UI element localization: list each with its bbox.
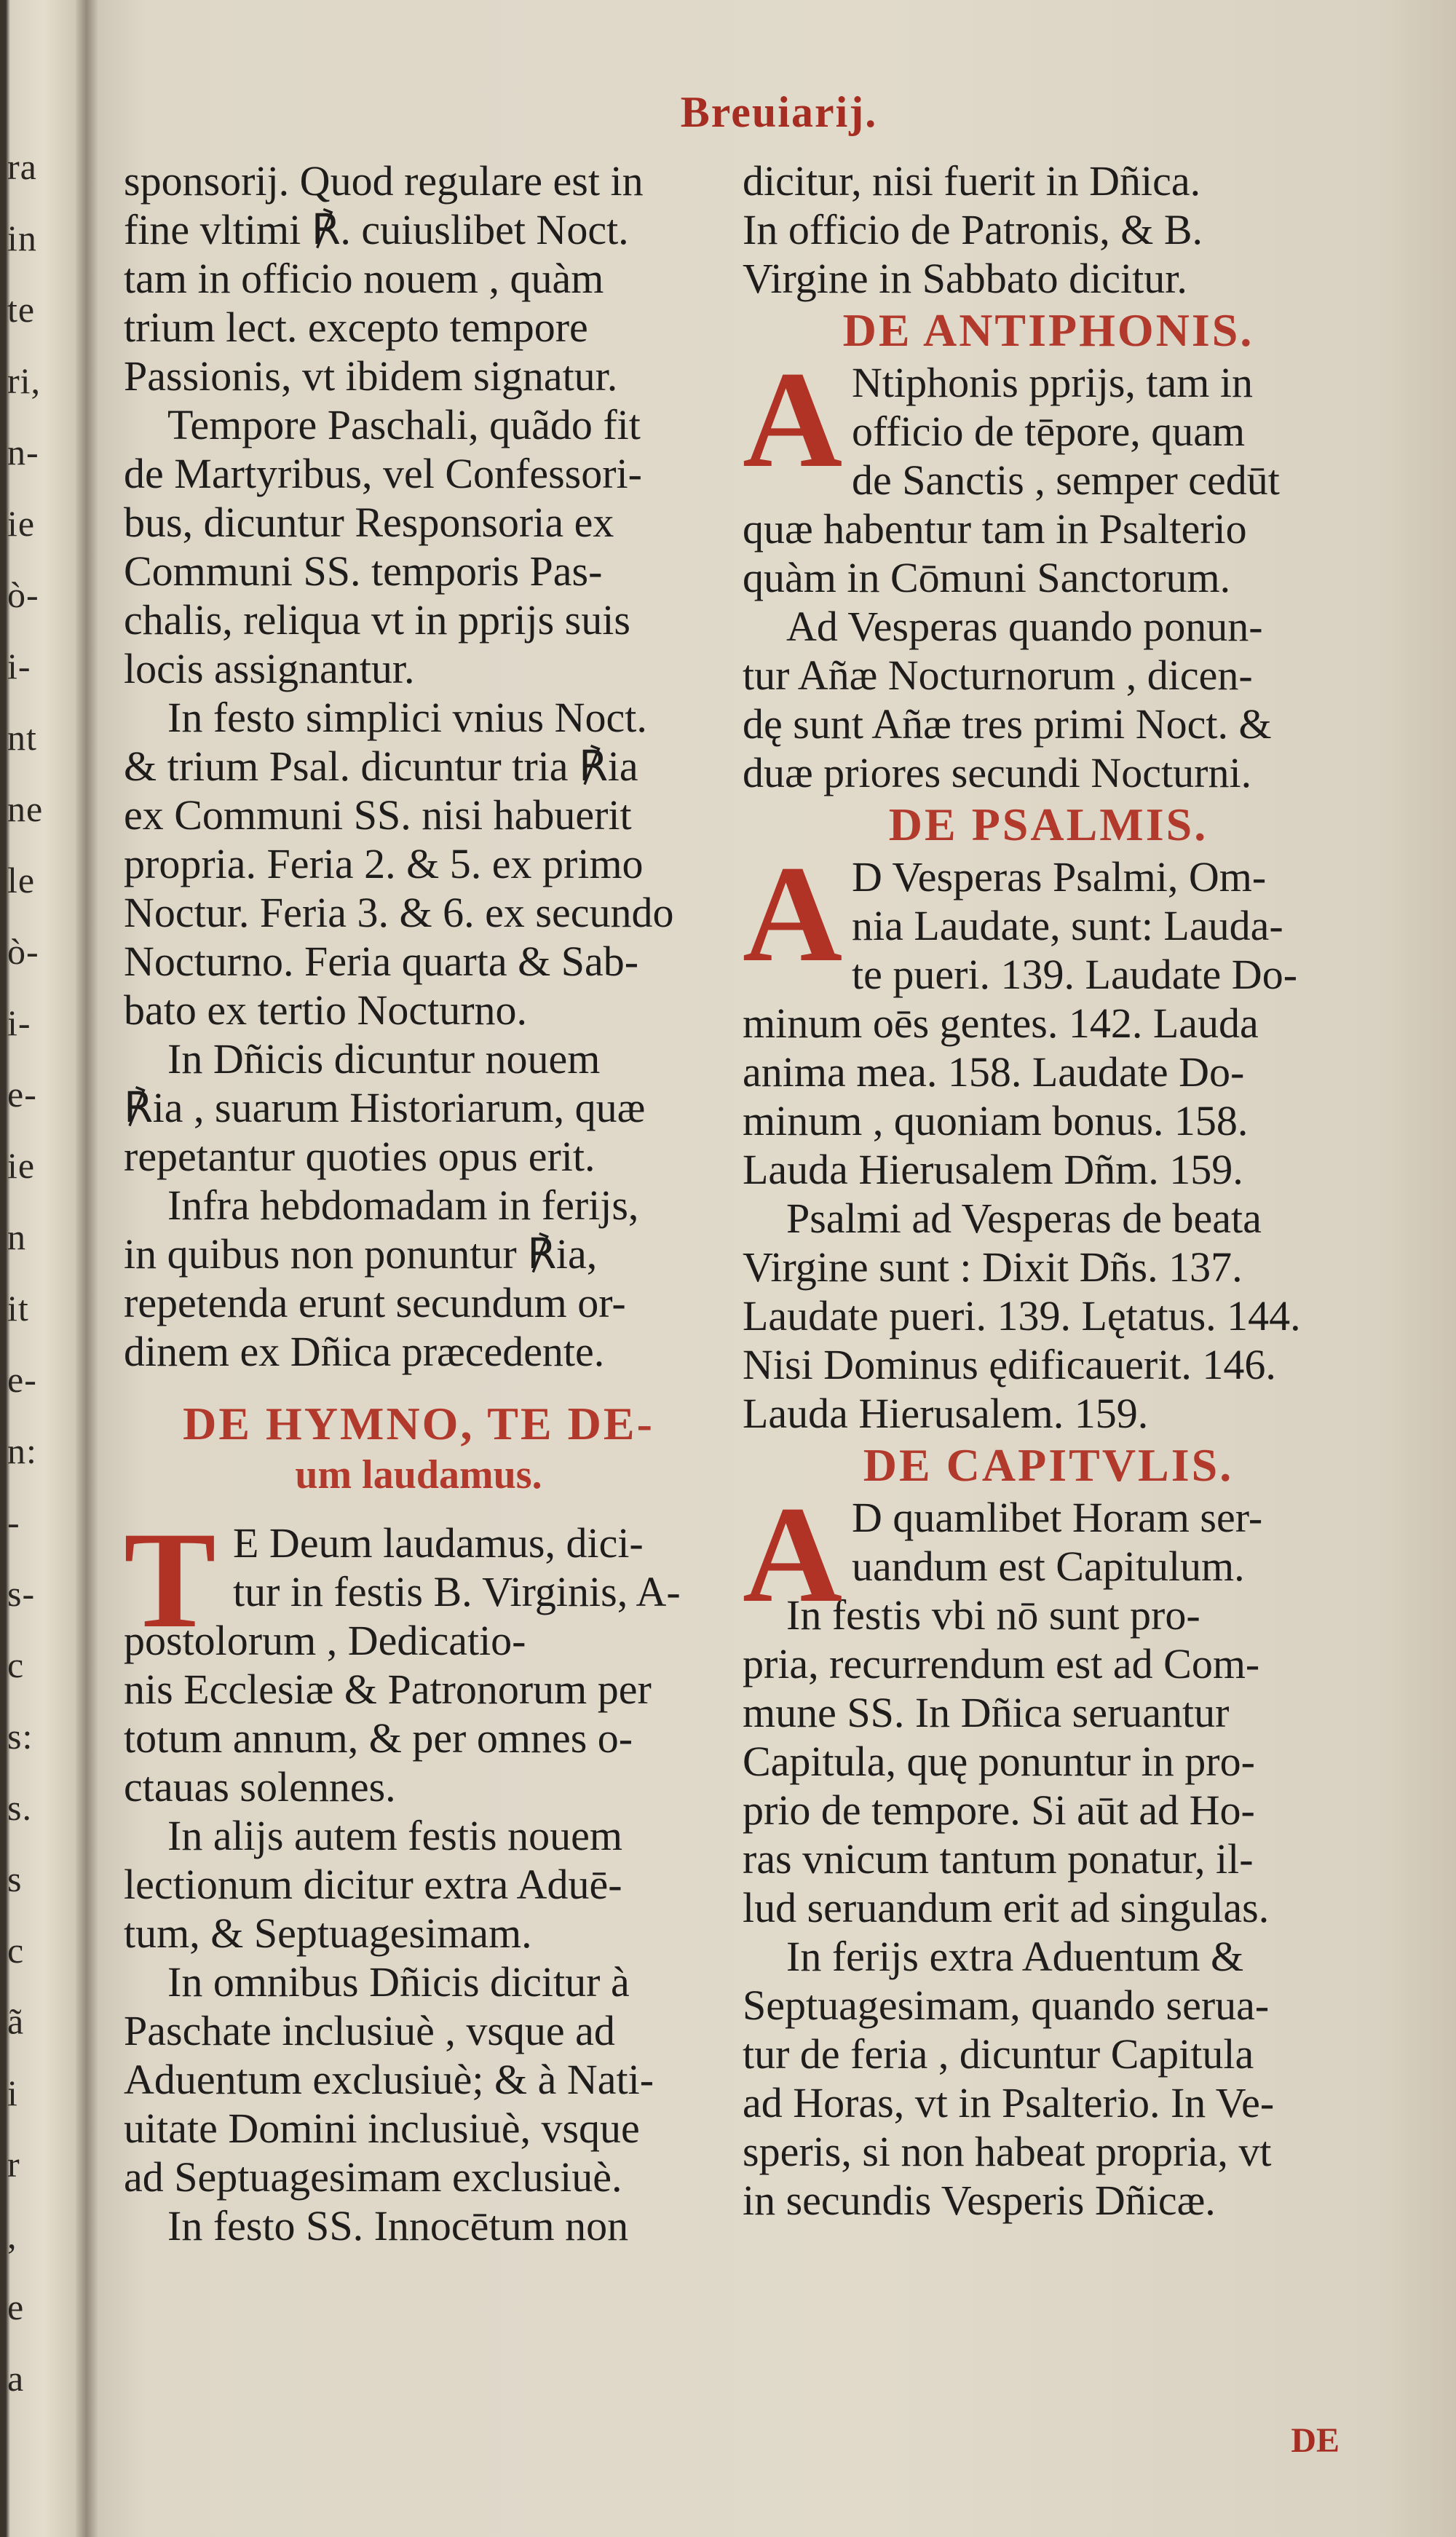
text-line: uitate Domini inclusiuè, vsque [124,2105,640,2152]
margin-fragment: nt [7,717,37,758]
margin-fragment: e- [7,1074,37,1115]
text-line: In festo SS. Innocētum non [167,2202,629,2249]
text-line: Infra hebdomadam in ferijs, [167,1182,639,1229]
text-line: sponsorij. Quod regulare est in [124,157,644,205]
text-line: tur de feria , dicuntur Capitula [743,2030,1254,2078]
text-line: Lauda Hierusalem. 159. [743,1390,1149,1437]
margin-fragment: r [7,2144,20,2185]
margin-fragment: in [7,218,37,258]
text-line: Paschate inclusiuè , vsque ad [124,2007,615,2054]
margin-fragment: ri, [7,360,41,401]
text-line: bato ex tertio Nocturno. [124,986,528,1034]
text-line: quàm in Cōmuni Sanctorum. [743,554,1231,601]
text-line: tam in officio nouem , quàm [124,255,604,302]
margin-fragment: , [7,2215,17,2256]
margin-fragment: ie [7,503,36,544]
margin-fragment: ã [7,2001,25,2042]
margin-fragment: ne [7,788,44,829]
text-line: D quamlibet Horam ser- [852,1494,1263,1541]
margin-fragment: e [7,2287,25,2327]
margin-fragment: c [7,1930,25,1971]
drop-capital: A [743,838,843,991]
margin-fragment: ra [7,146,37,187]
text-line: de Martyribus, vel Confessori- [124,450,642,497]
text-line: Septuagesimam, quando serua- [743,1982,1270,2029]
margin-fragment: s [7,1859,23,1899]
text-line: nia Laudate, sunt: Lauda- [852,902,1283,949]
drop-capital: A [743,344,843,496]
text-line: officio de tēpore, quam [852,408,1246,455]
text-line: Communi SS. temporis Pas- [124,547,603,595]
drop-capital: T [124,1504,216,1657]
text-line: ctauas solennes. [124,1763,396,1810]
text-line: fine vltimi ℟. cuiuslibet Noct. [124,206,629,253]
text-line: In officio de Patronis, & B. [743,206,1203,253]
text-line: uandum est Capitulum. [852,1543,1245,1590]
text-line: Tempore Paschali, quãdo fit [167,401,641,448]
text-line: ex Communi SS. nisi habuerit [124,791,632,839]
text-line: Lauda Hierusalem Dñm. 159. [743,1146,1243,1193]
text-line: Ntiphonis pprijs, tam in [852,359,1253,406]
initial-paragraph [743,344,1354,602]
text-line: duæ priores secundi Nocturni. [743,749,1252,796]
text-line: repetenda erunt secundum or- [124,1279,626,1326]
text-line: ras vnicum tantum ponatur, il- [743,1835,1254,1883]
text-line: de Sanctis , semper cedūt [852,456,1280,504]
book-page [124,87,1361,2490]
text-line: minum , quoniam bonus. 158. [743,1097,1249,1144]
text-line: locis assignantur. [124,645,415,692]
margin-fragment: ò- [7,574,39,615]
text-line: tum, & Septuagesimam. [124,1909,532,1957]
text-line: ad Horas, vt in Psalterio. In Ve- [743,2079,1275,2126]
margin-fragment: - [7,1502,20,1543]
margin-fragment: n- [7,432,39,472]
margin-fragment: it [7,1288,29,1329]
right-column [743,157,1354,2225]
text-line: speris, si non habeat propria, vt [743,2128,1272,2175]
text-line: Nocturno. Feria quarta & Sab- [124,938,639,985]
margin-fragment: n: [7,1430,37,1471]
text-line: nis Ecclesiæ & Patronorum per [124,1666,652,1713]
text-line: prio de tempore. Si aūt ad Ho- [743,1786,1255,1834]
section-heading: DE ANTIPHONIS. [842,304,1254,356]
drop-capital: A [743,1479,843,1631]
catchword: DE [1291,2421,1340,2460]
initial-paragraph [124,1504,713,1811]
margin-fragment: s: [7,1716,33,1757]
text-line: repetantur quoties opus erit. [124,1133,596,1180]
text-line: postolorum , Dedicatio- [124,1617,526,1664]
margin-fragment: n [7,1216,26,1257]
margin-fragment: i- [7,646,31,686]
text-line: Psalmi ad Vesperas de beata [786,1195,1262,1242]
margin-fragment: te [7,289,36,330]
margin-fragment: le [7,860,36,901]
text-line: in secundis Vesperis Dñicæ. [743,2177,1216,2224]
text-line: Nisi Dominus ędificauerit. 146. [743,1341,1276,1388]
margin-fragment: ò- [7,931,39,972]
text-line: pria, recurrendum est ad Com- [743,1640,1260,1687]
section-heading: DE PSALMIS. [888,799,1208,850]
gutter-shadow [76,0,98,2537]
margin-fragment: s. [7,1787,32,1828]
spacer [124,1376,713,1396]
text-line: Noctur. Feria 3. & 6. ex secundo [124,889,674,936]
text-line: dicitur, nisi fuerit in Dñica. [743,157,1201,205]
text-line: ℟ia , suarum Historiarum, quæ [124,1084,646,1131]
margin-fragment: s- [7,1573,36,1614]
text-line: in quibus non ponuntur ℟ia, [124,1230,598,1278]
left-column [124,157,713,2250]
section-heading: um laudamus. [295,1452,542,1497]
text-line: Ad Vesperas quando ponun- [786,603,1263,650]
text-line: In omnibus Dñicis dicitur à [167,1958,630,2006]
text-line: In ferijs extra Aduentum & [786,1933,1244,1980]
margin-fragment: i- [7,1002,31,1043]
text-line: tur Añæ Nocturnorum , dicen- [743,652,1253,699]
text-line: trium lect. excepto tempore [124,304,588,351]
text-line: In festo simplici vnius Noct. [167,694,647,741]
text-line: dę sunt Añæ tres primi Noct. & [743,700,1272,748]
text-line: In festis vbi nō sunt pro- [786,1591,1200,1639]
text-line: quæ habentur tam in Psalterio [743,505,1247,553]
text-line: mune SS. In Dñica seruantur [743,1689,1230,1736]
text-line: lectionum dicitur extra Aduē- [124,1861,622,1908]
text-line: D Vesperas Psalmi, Om- [852,853,1267,901]
text-line: E Deum laudamus, dici- [233,1519,644,1567]
previous-page-edge [7,146,73,2475]
margin-fragment: c [7,1645,25,1685]
text-line: ad Septuagesimam exclusiuè. [124,2153,622,2201]
initial-paragraph [743,838,1354,1194]
text-line: Aduentum exclusiuè; & à Nati- [124,2056,654,2103]
text-line: propria. Feria 2. & 5. ex primo [124,840,644,887]
text-line: In Dñicis dicuntur nouem [167,1035,601,1083]
text-line: Virgine sunt : Dixit Dñs. 137. [743,1243,1243,1291]
text-line: totum annum, & per omnes o- [124,1714,633,1762]
margin-fragment: ie [7,1145,36,1186]
margin-fragment: i [7,2073,18,2113]
text-line: dinem ex Dñica præcedente. [124,1328,605,1375]
running-head: Breuiarij. [680,88,878,136]
text-line: bus, dicuntur Responsoria ex [124,499,614,546]
text-line: chalis, reliqua vt in pprijs suis [124,596,630,644]
text-line: Passionis, vt ibidem signatur. [124,352,618,400]
text-line: In alijs autem festis nouem [167,1812,622,1859]
section-heading: DE CAPITVLIS. [863,1439,1234,1491]
text-line: lud seruandum erit ad singulas. [743,1884,1270,1931]
section-heading: DE HYMNO, TE DE- [183,1398,654,1449]
text-line: & trium Psal. dicuntur tria ℟ia [124,743,638,790]
text-line: Laudate pueri. 139. Lętatus. 144. [743,1292,1301,1339]
text-line: anima mea. 158. Laudate Do- [743,1048,1245,1096]
margin-fragment: a [7,2358,25,2399]
text-line: minum oēs gentes. 142. Lauda [743,1000,1259,1047]
text-line: tur in festis B. Virginis, A- [233,1568,681,1615]
text-line: Virgine in Sabbato dicitur. [743,255,1187,302]
margin-fragment: e- [7,1359,37,1400]
text-line: te pueri. 139. Laudate Do- [852,951,1298,998]
text-line: Capitula, quę ponuntur in pro- [743,1738,1255,1785]
